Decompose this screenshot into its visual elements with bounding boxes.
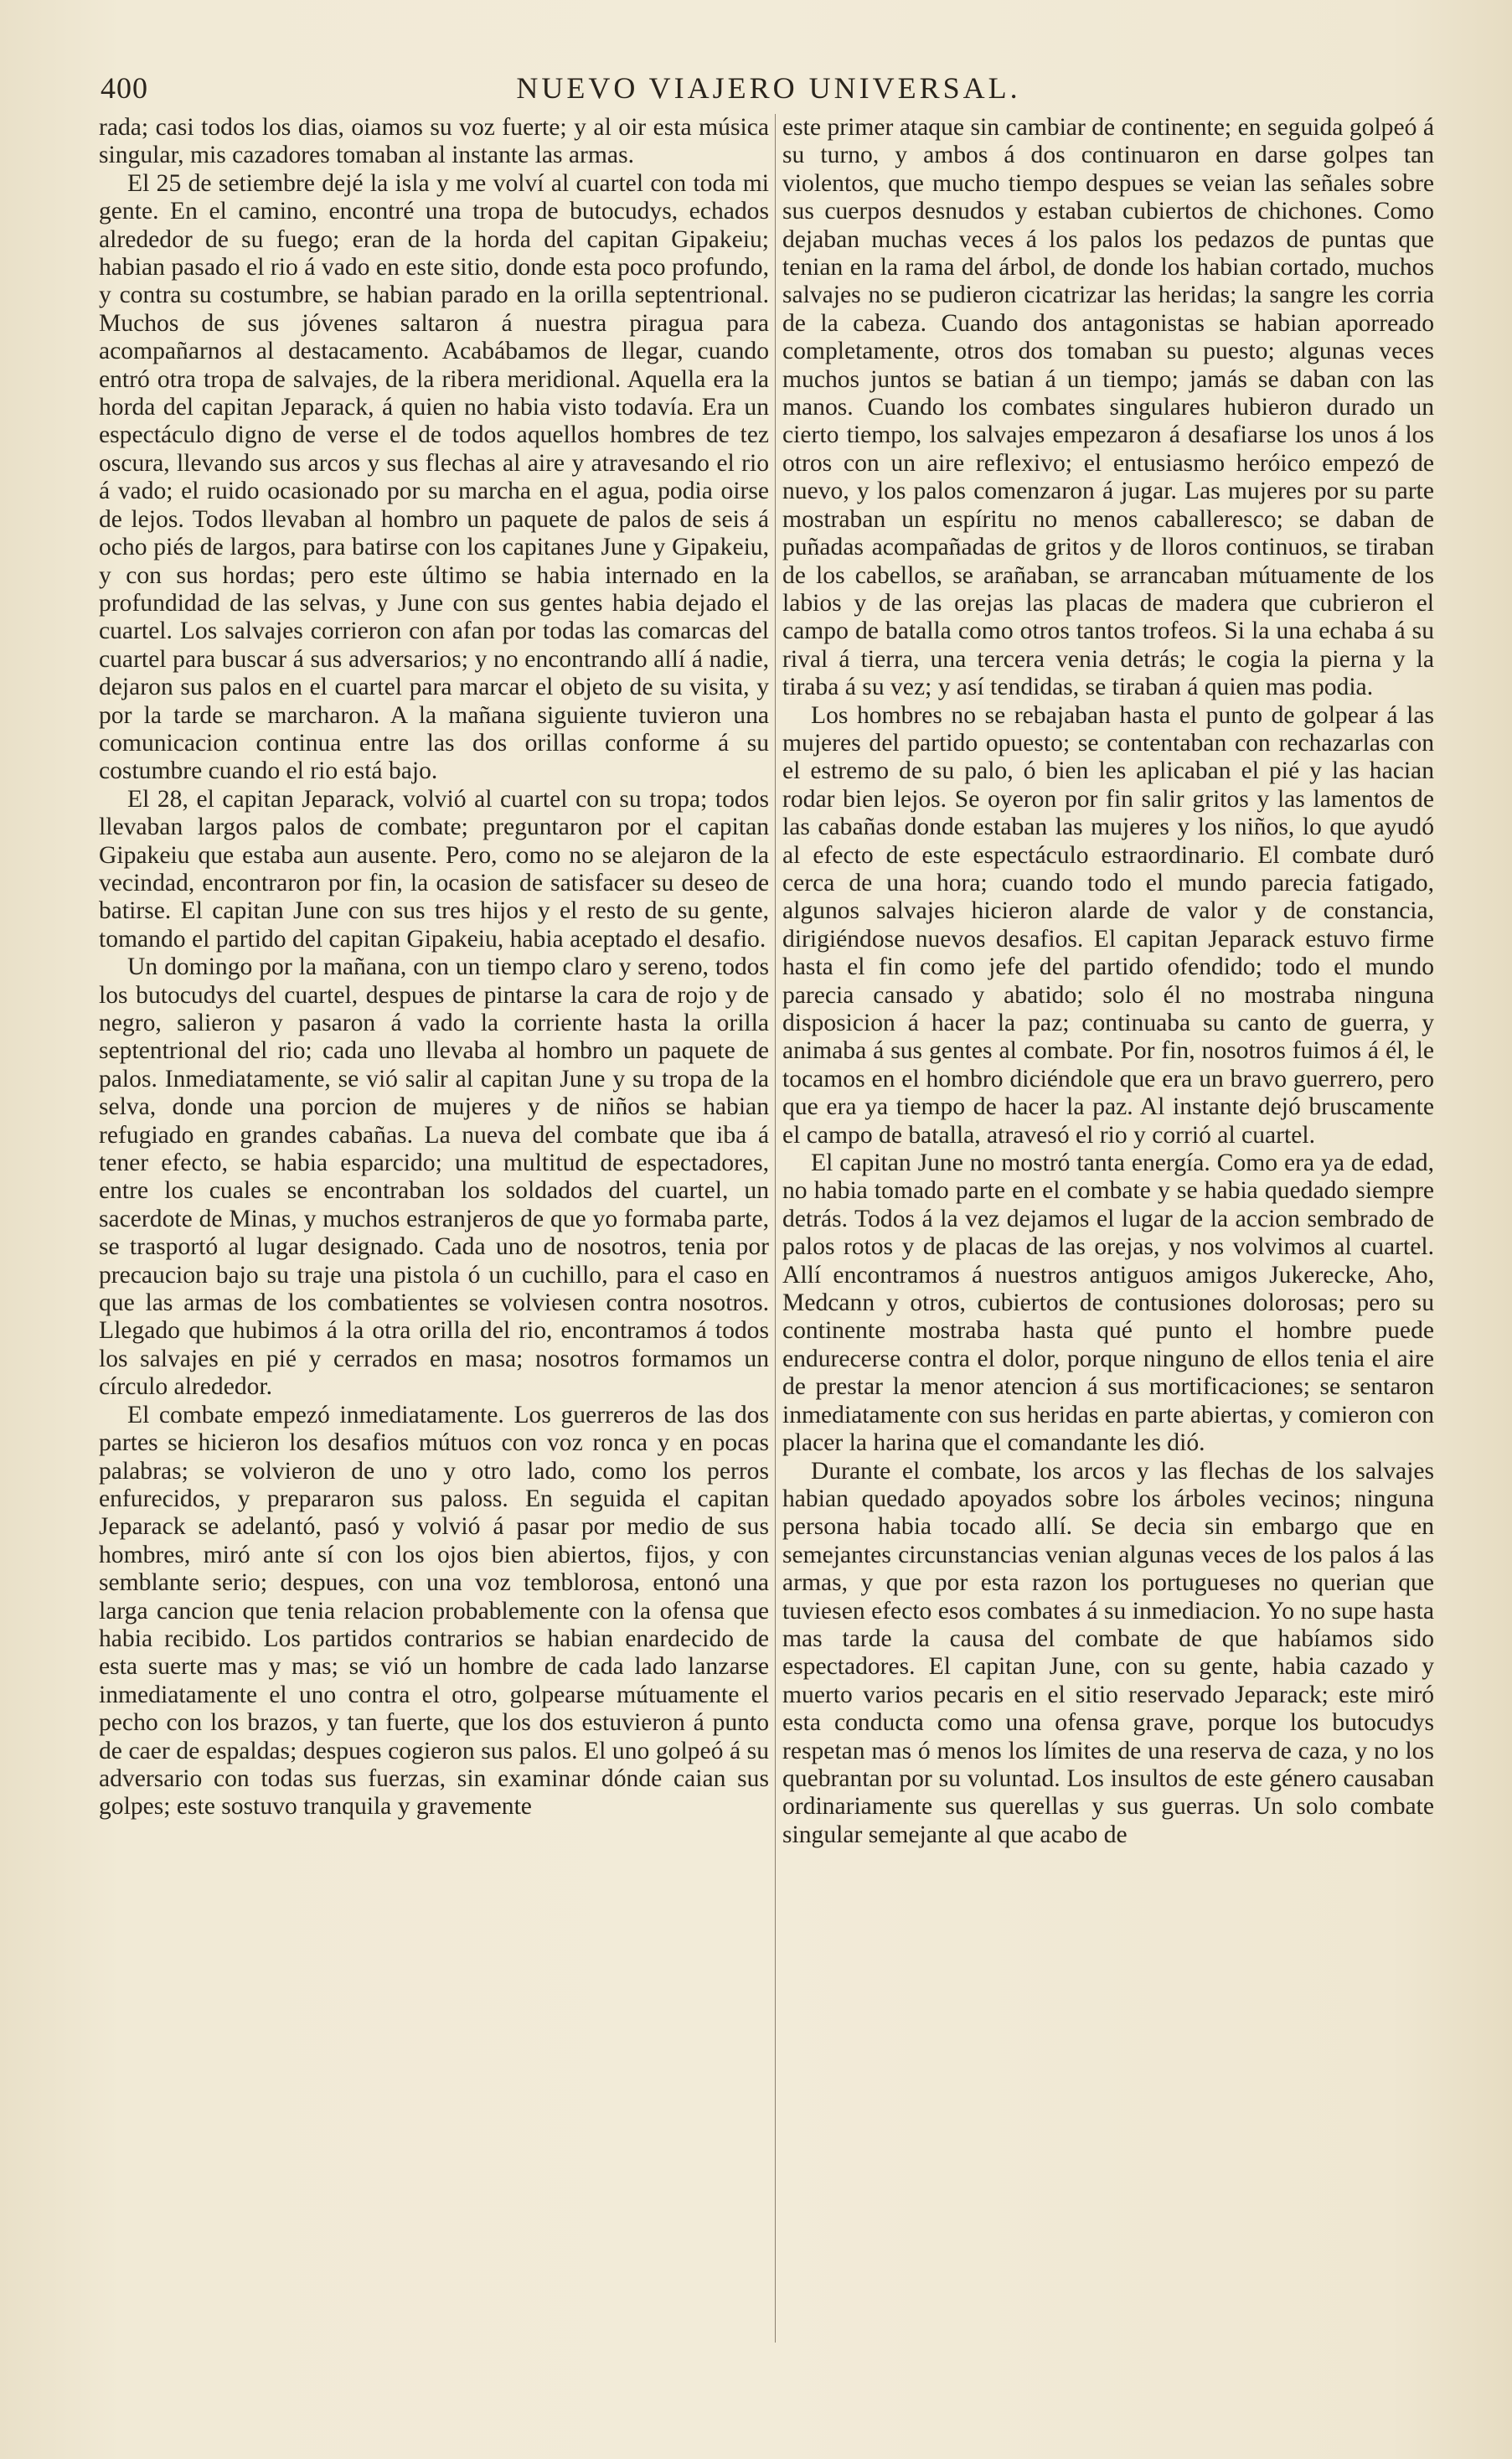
running-title: NUEVO VIAJERO UNIVERSAL. xyxy=(516,71,1021,105)
paragraph: este primer ataque sin cambiar de continente; en seguida golpeó á su turno, y ambos á dos continuaron en darse golpes tan violentos, que mucho tiempo despues se veian las señales sobre sus cuerpos desnudos y estaban cubiertos de chichones. Como dejaban muchas veces á los palos los pedazos de puntas que tenian en la rama del árbol, de donde los habian cortado, muchos salvajes no se pudieron cicatrizar las heridas; la sangre les corria de la cabeza. Cuando dos antagonistas se habian aporreado completamente, otros dos tomaban su puesto; algunas veces muchos juntos se batian á un tiempo; jamás se daban con las manos. Cuando los combates singulares hubieron durado un cierto tiempo, los salvajes empezaron á desafiarse los unos á los otros con un aire reflexivo; el entusiasmo heróico empezó de nuevo, y los palos comenzaron á jugar. Las mujeres por su parte mostraban un espíritu no menos caballeresco; se daban de puñadas acompañadas de gritos y de lloros continuos, se tiraban de los cabellos, se arañaban, se arrancaban mútuamente de los labios y de las orejas las placas de madera que cubrieron el campo de batalla como otros tantos trofeos. Si la una echaba á su rival á tierra, una tercera venia detrás; le cogia la pierna y la tiraba á su vez; y así tendidas, se tiraban á quien mas podia. xyxy=(782,114,1434,701)
paragraph: Un domingo por la mañana, con un tiempo claro y sereno, todos los butocudys del cuartel, despues de pintarse la cara de rojo y de negro, salieron y pasaron á vado la corriente hasta la orilla septentrional del rio; cada uno llevaba al hombro un paquete de palos. Inmediatamente, se vió salir al capitan June y su tropa de la selva, donde una porcion de mujeres y de niños se habian refugiado en grandes cabañas. La nueva del combate que iba á tener efecto, se habia esparcido; una multitud de espectadores, entre los cuales se encontraban los soldados del cuartel, un sacerdote de Minas, y muchos estranjeros de que yo formaba parte, se trasportó al lugar designado. Cada uno de nosotros, tenia por precaucion bajo su traje una pistola ó un cuchillo, para el caso en que las armas de los combatientes se volviesen contra nosotros. Llegado que hubimos á la otra orilla del rio, encontramos á todos los salvajes en pié y cerrados en masa; nosotros formamos un círculo alrededor. xyxy=(99,953,769,1401)
page-number: 400 xyxy=(101,71,148,105)
left-column xyxy=(99,114,769,2426)
paragraph: El capitan June no mostró tanta energía. Como era ya de edad, no habia tomado parte en el combate y se habia quedado siempre detrás. Todos á la vez dejamos el lugar de la accion sembrado de palos rotos y de placas de las orejas, y nos volvimos al cuartel. Allí encontramos á nuestros antiguos amigos Jukerecke, Aho, Medcann y otros, cubiertos de contusiones dolorosas; pero su continente mostraba hasta qué punto el hombre puede endurecerse contra el dolor, porque ninguno de ellos tenia el aire de prestar la menor atencion á sus mortificaciones; se sentaron inmediatamente con sus heridas en parte abiertas, y comieron con placer la harina que el comandante les dió. xyxy=(782,1149,1434,1457)
paragraph: Durante el combate, los arcos y las flechas de los salvajes habian quedado apoyados sobre los árboles vecinos; ninguna persona habia tocado allí. Se decia sin embargo que en semejantes circunstancias venian algunas veces de los palos á las armas, y que por esta razon los portugueses no querian que tuviesen efecto esos combates á su inmediacion. Yo no supe hasta mas tarde la causa del combate de que habíamos sido espectadores. El capitan June, con su gente, habia cazado y muerto varios pecaris en el sitio reservado Jeparack; este miró esta conducta como una ofensa grave, porque los butocudys respetan mas ó menos los límites de una reserva de caza, y no los quebrantan por su voluntad. Los insultos de este género causaban ordinariamente sus querellas y sus guerras. Un solo combate singular semejante al que acabo de xyxy=(782,1457,1434,1848)
paragraph: El combate empezó inmediatamente. Los guerreros de las dos partes se hicieron los desafios mútuos con voz ronca y en pocas palabras; se volvieron de uno y otro lado, como los perros enfurecidos, y prepararon sus paloss. En seguida el capitan Jeparack se adelantó, pasó y volvió á pasar por medio de sus hombres, miró ante sí con los ojos bien abiertos, fijos, y con semblante serio; despues, con una voz temblorosa, entonó una larga cancion que tenia relacion probablemente con la ofensa que habia recibido. Los partidos contrarios se habian enardecido de esta suerte mas y mas; se vió un hombre de cada lado lanzarse inmediatamente el uno contra el otro, golpearse mútuamente el pecho con los brazos, y tan fuerte, que los dos estuvieron á punto de caer de espaldas; despues cogieron sus palos. El uno golpeó á su adversario con todas sus fuerzas, sin examinar dónde caian sus golpes; este sostuvo tranquila y gravemente xyxy=(99,1401,769,1821)
paragraph: El 28, el capitan Jeparack, volvió al cuartel con su tropa; todos llevaban largos palos de combate; preguntaron por el capitan Gipakeiu que estaba aun ausente. Pero, como no se alejaron de la vecindad, encontraron por fin, la ocasion de satisfacer su deseo de batirse. El capitan June con sus tres hijos y el resto de su gente, tomando el partido del capitan Gipakeiu, habia aceptado el desafio. xyxy=(99,785,769,953)
paragraph: rada; casi todos los dias, oiamos su voz fuerte; y al oir esta música singular, mis cazadores tomaban al instante las armas. xyxy=(99,114,769,169)
paragraph: El 25 de setiembre dejé la isla y me volví al cuartel con toda mi gente. En el camino, encontré una tropa de butocudys, echados alrededor de su fuego; eran de la horda del capitan Gipakeiu; habian pasado el rio á vado en este sitio, donde esta poco profundo, y contra su costumbre, se habian parado en la orilla septentrional. Muchos de sus jóvenes saltaron á nuestra piragua para acompañarnos al destacamento. Acabábamos de llegar, cuando entró otra tropa de salvajes, de la ribera meridional. Aquella era la horda del capitan Jeparack, á quien no habia visto todavía. Era un espectáculo digno de verse el de todos aquellos hombres de tez oscura, llevando sus arcos y sus flechas al aire y atravesando el rio á vado; el ruido ocasionado por su marcha en el agua, podia oirse de lejos. Todos llevaban al hombro un paquete de palos de seis á ocho piés de largos, para batirse con los capitanes June y Gipakeiu, y con sus hordas; pero este último se habia internado en la profundidad de las selvas, y June con sus gentes habia dejado el cuartel. Los salvajes corrieron con afan por todas las comarcas del cuartel para buscar á sus adversarios; y no encontrando allí á nadie, dejaron sus palos en el cuartel para marcar el objeto de su visita, y por la tarde se marcharon. A la mañana siguiente tuvieron una comunicacion continua entre las dos orillas conforme á su costumbre cuando el rio está bajo. xyxy=(99,169,769,785)
page-header xyxy=(101,70,1437,112)
column-divider xyxy=(775,114,776,2343)
right-column xyxy=(782,114,1434,2426)
paragraph: Los hombres no se rebajaban hasta el punto de golpear á las mujeres del partido opuesto; se contentaban con rechazarlas con el estremo de su palo, ó bien les aplicaban el pié y las hacian rodar bien lejos. Se oyeron por fin salir gritos y las lamentos de las cabañas donde estaban las mujeres y los niños, lo que ayudó al efecto de este espectáculo estraordinario. El combate duró cerca de una hora; cuando todo el mundo parecia fatigado, algunos salvajes hicieron alarde de valor y de constancia, dirigiéndose nuevos desafios. El capitan Jeparack estuvo firme hasta el fin como jefe del partido ofendido; todo el mundo parecia cansado y abatido; solo él no mostraba ninguna disposicion á hacer la paz; continuaba su canto de guerra, y animaba á sus gentes al combate. Por fin, nosotros fuimos á él, le tocamos en el hombro diciéndole que era un bravo guerrero, pero que era ya tiempo de hacer la paz. Al instante dejó bruscamente el campo de batalla, atravesó el rio y corrió al cuartel. xyxy=(782,701,1434,1149)
